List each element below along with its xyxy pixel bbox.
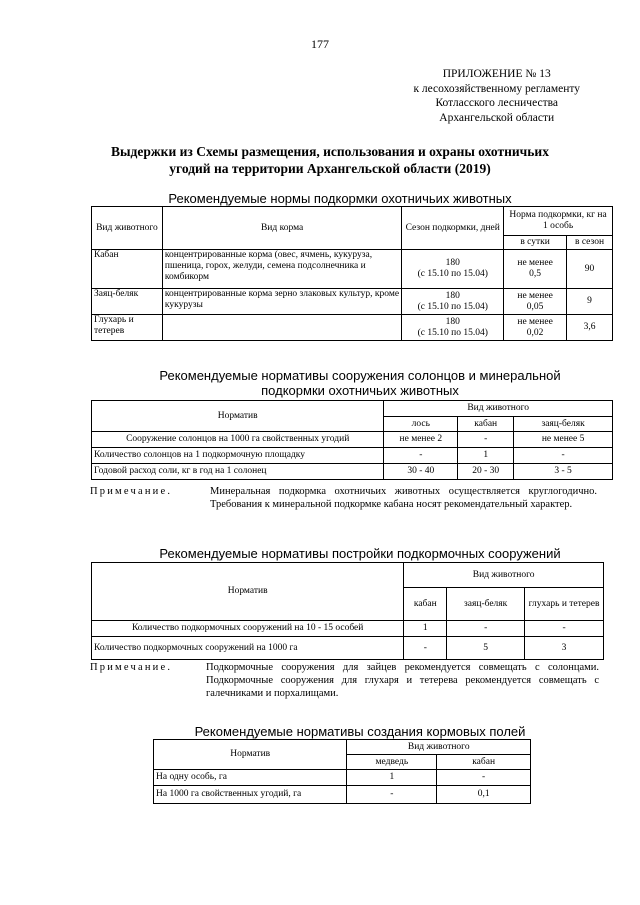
animal-cell: Кабан <box>92 250 163 289</box>
hare-cell: 5 <box>447 637 525 660</box>
header-norm: Норматив <box>92 401 384 432</box>
season-days: 180 <box>445 316 460 327</box>
season-days: 180 <box>445 258 460 268</box>
norm-cell: Годовой расход соли, кг в год на 1 солонец <box>92 464 384 480</box>
per-day-value: 0,05 <box>526 301 544 312</box>
feed-fields-table <box>153 739 531 804</box>
hare-cell: 3 - 5 <box>514 464 613 480</box>
season-cell <box>402 250 504 289</box>
boar-cell: 20 - 30 <box>458 464 514 480</box>
boar-cell: 0,1 <box>437 786 531 804</box>
appendix-line-2: к лесохозяйственному регламенту <box>413 82 580 95</box>
header-boar: кабан <box>458 417 514 432</box>
header-per-day: в сутки <box>504 236 567 250</box>
table2-header-row <box>92 401 613 417</box>
header-grouse: глухарь и тетерев <box>525 588 604 621</box>
boar-cell: 1 <box>404 621 447 637</box>
table4-title: Рекомендуемые нормативы создания кормовых полей <box>194 724 526 739</box>
norm-cell: Количество подкормочных сооружений на 10 - 15 особей <box>92 621 404 637</box>
bear-cell: 1 <box>347 770 437 786</box>
table2-note-label: Примечание. <box>90 486 173 497</box>
page-number: 177 <box>311 37 329 51</box>
animal-cell: Глухарь и тетерев <box>92 315 163 341</box>
header-hare: заяц-беляк <box>514 417 613 432</box>
boar-cell: - <box>404 637 447 660</box>
table-row <box>92 250 613 289</box>
header-hare: заяц-беляк <box>447 588 525 621</box>
bear-cell: - <box>347 786 437 804</box>
header-animal: Вид животного <box>92 207 163 250</box>
hare-cell: не менее 5 <box>514 432 613 448</box>
per-day-prefix: не менее <box>517 316 553 327</box>
boar-cell: - <box>458 432 514 448</box>
table-row <box>92 432 613 448</box>
appendix-header <box>413 67 580 125</box>
header-per-season: в сезон <box>567 236 613 250</box>
moose-cell: - <box>384 448 458 464</box>
appendix-line-1: ПРИЛОЖЕНИЕ № 13 <box>442 68 551 80</box>
feeding-structures-table <box>91 562 604 660</box>
norm-cell: Количество подкормочных сооружений на 1000 га <box>92 637 404 660</box>
season-cell <box>402 315 504 341</box>
header-animal: Вид животного <box>347 740 531 755</box>
table3-header-row <box>92 563 604 588</box>
grouse-cell: - <box>525 621 604 637</box>
norm-cell: Сооружение солонцов на 1000 га свойственных угодий <box>92 432 384 448</box>
per-day-cell <box>504 250 567 289</box>
salt-lick-table <box>91 400 613 480</box>
header-boar: кабан <box>437 755 531 770</box>
table3-note-text: Подкормочные сооружения для зайцев рекомендуется совмещать с солонцами. Подкормочные сооружения для глухаря и тетерева рекомендуется совмещать с галечниками и порхалищами. <box>206 662 599 699</box>
table3-title: Рекомендуемые нормативы постройки подкормочных сооружений <box>159 546 561 561</box>
header-animal: Вид животного <box>384 401 613 417</box>
per-day-prefix: не менее <box>517 258 553 268</box>
feed-cell: концентрированные корма зерно злаковых культур, кроме кукурузы <box>162 289 401 315</box>
table2-note-text: Минеральная подкормка охотничьих животных осуществляется круглогодично. Требования к минеральной подкормке кабана носят рекомендательный характер. <box>210 486 597 510</box>
per-season-cell: 90 <box>567 250 613 289</box>
appendix-line-3: Котласского лесничества <box>435 97 558 109</box>
feeding-norms-table <box>91 206 613 341</box>
header-moose: лось <box>384 417 458 432</box>
per-day-cell <box>504 289 567 315</box>
header-animal: Вид животного <box>404 563 604 588</box>
table1-header-row <box>92 207 613 236</box>
table-row <box>92 315 613 341</box>
season-dates: (с 15.10 по 15.04) <box>417 327 488 338</box>
table3-note-label: Примечание. <box>90 662 173 673</box>
feed-cell: концентрированные корма (овес, ячмень, кукуруза, пшеница, горох, желуди, семена подсолнечника и комбикорм <box>162 250 401 289</box>
season-days: 180 <box>445 290 460 301</box>
table1-title: Рекомендуемые нормы подкормки охотничьих животных <box>168 191 512 206</box>
season-cell <box>402 289 504 315</box>
norm-cell: На одну особь, га <box>154 770 347 786</box>
table-row <box>92 448 613 464</box>
per-season-cell: 3,6 <box>567 315 613 341</box>
per-day-prefix: не менее <box>517 290 553 301</box>
norm-cell: На 1000 га свойственных угодий, га <box>154 786 347 804</box>
table-row <box>92 464 613 480</box>
table-row <box>92 637 604 660</box>
table2-title <box>90 368 630 398</box>
table-row <box>154 786 531 804</box>
hare-cell: - <box>514 448 613 464</box>
feed-cell <box>162 315 401 341</box>
table-row <box>92 621 604 637</box>
table-row <box>154 770 531 786</box>
season-dates: (с 15.10 по 15.04) <box>417 269 488 279</box>
hare-cell: - <box>447 621 525 637</box>
boar-cell: - <box>437 770 531 786</box>
table4-header-row <box>154 740 531 755</box>
table2-title-line-1: Рекомендуемые нормативы сооружения солонцов и минеральной <box>159 368 561 383</box>
moose-cell: не менее 2 <box>384 432 458 448</box>
appendix-line-4: Архангельской области <box>439 111 555 124</box>
header-norm: Норматив <box>92 563 404 621</box>
grouse-cell: 3 <box>525 637 604 660</box>
norm-cell: Количество солонцов на 1 подкормочную площадку <box>92 448 384 464</box>
per-day-cell <box>504 315 567 341</box>
moose-cell: 30 - 40 <box>384 464 458 480</box>
header-boar: кабан <box>404 588 447 621</box>
table-row <box>92 289 613 315</box>
document-title-line-1: Выдержки из Схемы размещения, использования и охраны охотничьих <box>111 144 549 159</box>
boar-cell: 1 <box>458 448 514 464</box>
per-day-value: 0,02 <box>526 327 544 338</box>
header-bear: медведь <box>347 755 437 770</box>
header-season: Сезон подкормки, дней <box>402 207 504 250</box>
header-feed: Вид корма <box>162 207 401 250</box>
document-title-line-2: угодий на территории Архангельской области (2019) <box>169 161 491 176</box>
header-norm: Норма подкормки, кг на 1 особь <box>504 207 613 236</box>
header-norm: Норматив <box>154 740 347 770</box>
table2-title-line-2: подкормки охотничьих животных <box>261 383 459 398</box>
animal-cell: Заяц-беляк <box>92 289 163 315</box>
per-season-cell: 9 <box>567 289 613 315</box>
per-day-value: 0,5 <box>529 269 542 279</box>
season-dates: (с 15.10 по 15.04) <box>417 301 488 312</box>
document-title <box>60 143 600 177</box>
